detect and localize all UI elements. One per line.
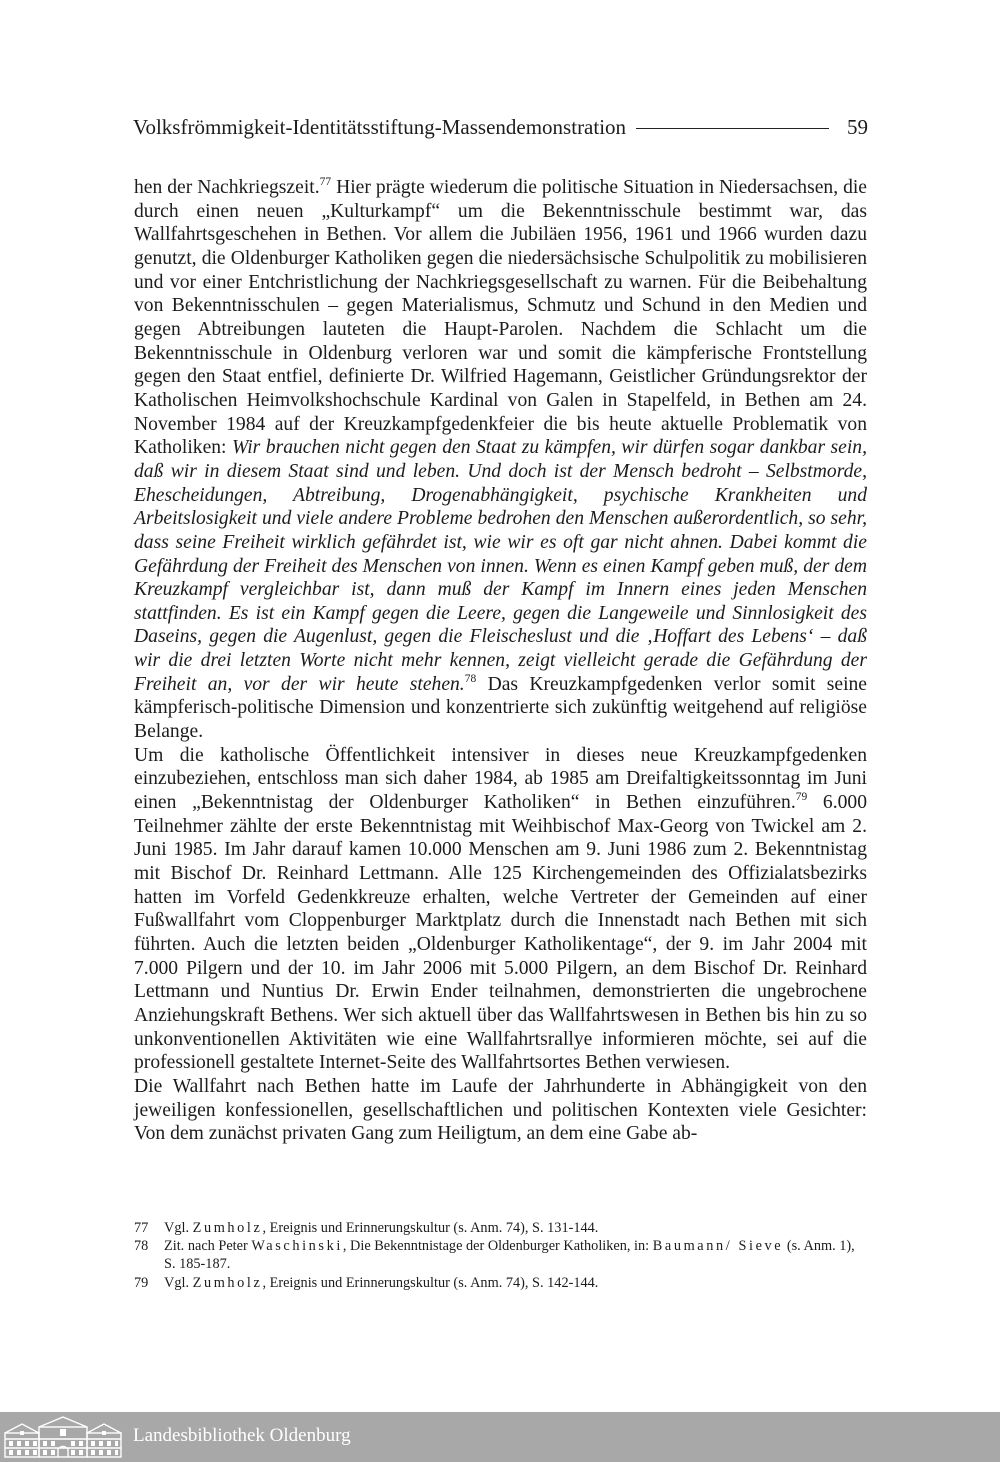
paragraph-1-text-a: hen der Nachkriegszeit. [134,177,320,198]
footnote-number: 78 [134,1238,149,1255]
footnote-author: Waschinski [251,1238,343,1255]
footnote-78 [134,1237,867,1273]
hagemann-quote: Wir brauchen nicht gegen den Staat zu kämpfen, wir dürfen sogar dankbar sein, daß wir in diesem Staat sind und leben. Und doch ist der Mensch bedroht – Selbstmorde, Ehescheidungen, Abtreibung, Drogenabhängigkeit, psychische Krankheiten und Arbeitslosigkeit und viele andere Probleme bedrohen den Menschen außerordentlich, so sehr, dass seine Freiheit wirklich gefährdet ist, wie wir es oft gar nicht ahnen. Dabei kommt die Gefährdung der Freiheit des Menschen von innen. Wenn es einen Kampf geben muß, der dem Kreuzkampf vergleichbar ist, dann muß der Kampf im Innern eines jeden Menschen stattfinden. Es ist ein Kampf gegen die Leere, gegen die Langeweile und Sinnlosigkeit des Daseins, gegen die Augenlust, gegen die Fleischeslust und die ‚Hoffart des Lebens‘ – daß wir die drei letzten Worte nicht mehr kennen, zeigt vielleicht gerade die Gefährdung der Freiheit an, vor der wir heute stehen. [134,437,868,695]
running-title: Volksfrömmigkeit-Identitätsstiftung-Massendemonstration [133,114,627,139]
library-name: Landesbibliothek Oldenburg [133,1425,351,1446]
footnote-ref-79: 79 [795,791,808,804]
footnote-ref-78: 78 [464,672,477,685]
footnote-text [164,1274,867,1292]
footnote-post: , Ereignis und Erinnerungskultur (s. Anm. 74), S. 142-144. [262,1274,599,1291]
footnote-ref-77: 77 [319,176,332,188]
library-building-icon [2,1415,124,1459]
footnote-pre: Zit. nach Peter [164,1238,252,1255]
footnote-post: , Ereignis und Erinnerungskultur (s. Anm. 74), S. 131-144. [262,1220,599,1236]
footnote-mid: , Die Bekenntnistage der Oldenburger Katholiken, in: [342,1238,653,1255]
library-footer-band [0,1412,1000,1462]
paragraph-1 [134,176,867,744]
paragraph-3: Die Wallfahrt nach Bethen hatte im Laufe der Jahrhunderte in Abhängigkeit von den jeweiligen konfessionellen, gesellschaftlichen und politischen Kontexten viele Gesichter: Von dem zunächst privaten Gang zum Heiligtum, an dem eine Gabe ab- [134,1075,867,1145]
paragraph-2-text-a: Um die katholische Öffentlichkeit intensiver in dieses neue Kreuzkampfgedenken einzubeziehen, entschloss man sich daher 1984, ab 1985 am Dreifaltigkeitssonntag im Juni einen „Bekenntnistag der Oldenburger Katholiken“ in Bethen einzuführen. [134,744,867,814]
paragraph-2 [134,744,867,1075]
footnote-number: 77 [134,1220,149,1236]
footnote-text [164,1219,867,1237]
page-number: 59 [847,114,868,139]
paragraph-2-text-b: 6.000 Teilnehmer zählte der erste Bekenntnistag mit Weihbischof Max-Georg von Twickel am 2. Juni 1985. Im Jahr darauf kamen 10.000 Menschen am 9. Juni 1986 zum 2. Bekenntnistag mit Bischof Dr. Reinhard Lettmann. Alle 125 Kirchengemeinden des Offizialatsbezirks hatten im Vorfeld Gedenkkreuze erhalten, welche Vertreter der Gemeinden auf einer Fußwallfahrt vom Cloppenburger Marktplatz durch die Innenstadt nach Bethen mit sich führten. Auch die letzten beiden „Oldenburger Katholikentage“, der 9. im Jahr 2004 mit 7.000 Pilgern und der 10. im Jahr 2006 mit 5.000 Pilgern, an dem Bischof Dr. Reinhard Lettmann und Nuntius Dr. Erwin Ender teilnahmen, demonstrierten die ungebrochene Anziehungskraft Bethens. Wer sich aktuell über das Wallfahrtswesen in Bethen bis hin zu so unkonventionellen Aktivitäten wie eine Wallfahrtsrallye informieren möchte, sei auf die professionell gestaltete Internet-Seite des Wallfahrtsortes Bethen verwiesen. [134,792,867,1074]
footnote-text [164,1237,867,1273]
footnote-number: 79 [134,1274,149,1291]
footnotes [134,1219,867,1292]
running-header [133,113,868,141]
footnote-77 [134,1219,867,1237]
paragraph-1-text-b: Hier prägte wiederum die politische Situation in Niedersachsen, die durch einen neuen „Kulturkampf“ um die Bekenntnisschule bestimmt war, das Wallfahrtsgeschehen in Bethen. Vor allem die Jubiläen 1956, 1961 und 1966 wurden dazu genutzt, die Oldenburger Katholiken gegen die niedersächsische Schulpolitik zu mobilisieren und vor einer Entchristlichung der Nachkriegsgesellschaft zu warnen. Für die Beibehaltung von Bekenntnisschulen – gegen Materialismus, Schmutz und Schund in den Medien und gegen Abtreibungen lauteten die Haupt-Parolen. Nachdem die Schlacht um die Bekenntnisschule in Oldenburg verloren war und somit die kämpferische Frontstellung gegen den Staat entfiel, definierte Dr. Wilfried Hagemann, Geistlicher Gründungsrektor der Katholischen Heimvolkshochschule Kardinal von Galen in Stapelfeld, in Bethen am 24. November 1984 auf der Kreuzkampfgedenkfeier die bis heute aktuelle Problematik von Katholiken: [134,177,868,459]
footnote-pre: Vgl. [164,1274,193,1291]
footnote-author: Zumholz [192,1220,263,1236]
footnote-pre: Vgl. [164,1220,193,1236]
main-text [134,176,867,1146]
footnote-author: Zumholz [192,1274,263,1291]
footnote-post: (s. Anm. 1), S. 185-187. [164,1238,855,1273]
paragraph-1-text-c: Das Kreuzkampfgedenken verlor somit seine kämpferisch-politische Dimension und konzentrierte sich zukünftig weitgehend auf religiöse Belange. [134,673,868,743]
footnote-79 [134,1274,867,1292]
footnote-author-2: Baumann/ Sieve [652,1238,784,1255]
header-rule [636,128,829,129]
